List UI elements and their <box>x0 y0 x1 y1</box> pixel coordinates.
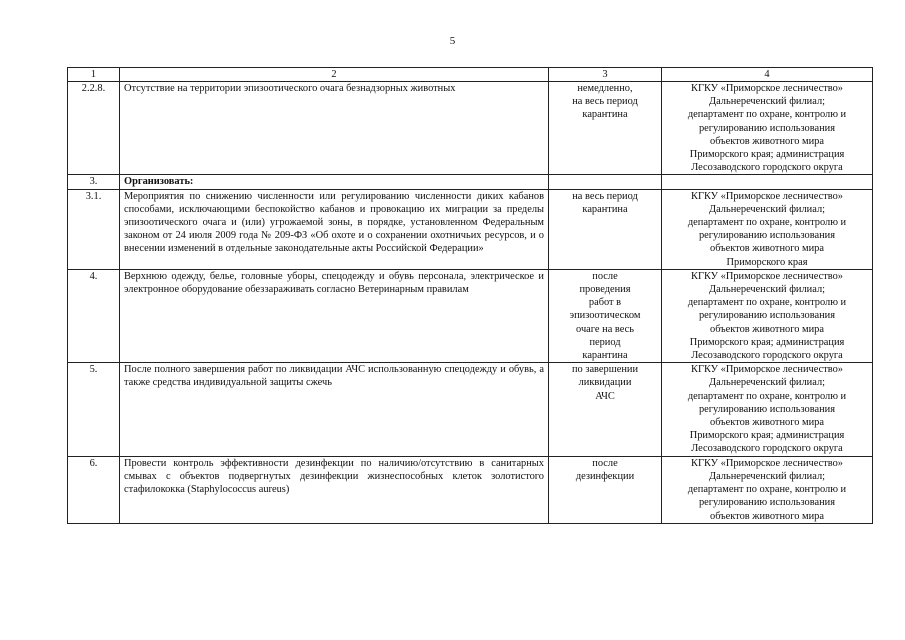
row-number: 3. <box>68 175 120 189</box>
term-line: на весь период <box>572 96 638 108</box>
row-number: 3.1. <box>68 189 120 269</box>
responsible-line: объектов животного мира <box>710 135 824 147</box>
table-row <box>68 456 873 523</box>
responsible-line: Лесозаводского городского округа <box>691 162 843 174</box>
responsible-line: КГКУ «Приморское лесничество» <box>691 83 843 94</box>
row-number: 2.2.8. <box>68 82 120 175</box>
row-responsible <box>662 269 873 362</box>
row-responsible <box>662 189 873 269</box>
term-line: АЧС <box>595 390 615 402</box>
row-measure-text: Мероприятия по снижению численности или регулированию численности диких кабанов способами, исключающими беспокойство кабанов и провокацию их миграции за пределы эпизоотического очага и (или) угрожаемой зоны, в порядке, установленном Федеральным законом от 24 июля 2009 года № 209-ФЗ «Об охоте и о сохранении охотничьих ресурсов, и о внесении изменений в отдельные законодательные акты Российской Федерации» <box>120 189 549 269</box>
column-header: 2 <box>120 68 549 82</box>
row-term <box>549 363 662 456</box>
row-number: 4. <box>68 269 120 362</box>
row-responsible <box>662 363 873 456</box>
responsible-line: департамент по охране, контролю и <box>687 297 847 309</box>
responsible-line: КГКУ «Приморское лесничество» <box>691 457 843 469</box>
row-responsible <box>662 456 873 523</box>
responsible-line: Дальнереченский филиал; <box>708 203 826 215</box>
responsible-line: регулированию использования <box>698 310 836 322</box>
row-number: 5. <box>68 363 120 456</box>
term-line: после <box>592 270 618 282</box>
term-line: работ в <box>588 297 622 309</box>
responsible-line: объектов животного мира <box>710 417 824 429</box>
responsible-line: Лесозаводского городского округа <box>691 350 843 362</box>
responsible-line: КГКУ «Приморское лесничество» <box>691 270 843 282</box>
table-row <box>68 175 873 189</box>
term-line: карантина <box>582 109 628 121</box>
row-responsible <box>662 82 873 175</box>
responsible-line: Лесозаводского городского округа <box>691 443 843 455</box>
responsible-line: объектов животного мира <box>710 510 824 522</box>
term-line: ликвидации <box>578 377 632 389</box>
term-line: по завершении <box>571 364 639 376</box>
row-responsible <box>662 175 873 189</box>
responsible-line: департамент по охране, контролю и <box>687 217 847 229</box>
table-row <box>68 363 873 456</box>
page-number: 5 <box>449 35 456 47</box>
row-term <box>549 456 662 523</box>
responsible-line: Дальнереченский филиал; <box>708 284 826 296</box>
row-measure-text: После полного завершения работ по ликвидации АЧС использованную спецодежду и обувь, а также средства индивидуальной защиты сжечь <box>120 363 549 456</box>
responsible-line: Дальнереченский филиал; <box>708 470 826 482</box>
term-line: карантина <box>582 203 628 215</box>
row-measure-text: Провести контроль эффективности дезинфекции по наличию/отсутствию в санитарных смывах с объектов подвергнутых дезинфекции жизнеспособных клеток золотистого стафилококка (Staphylococcus aureus) <box>120 456 549 523</box>
responsible-line: регулированию использования <box>698 497 836 509</box>
responsible-line: объектов животного мира <box>710 323 824 335</box>
responsible-line: Дальнереченский филиал; <box>708 96 826 108</box>
term-line: после <box>592 457 618 469</box>
term-line: дезинфекции <box>575 470 635 482</box>
responsible-line: Приморского края; администрация <box>689 430 845 442</box>
term-line: проведения <box>579 284 631 296</box>
column-header: 4 <box>662 68 873 82</box>
responsible-line: Приморского края; администрация <box>689 149 845 161</box>
measures-table <box>67 67 873 524</box>
responsible-line: регулированию использования <box>698 122 836 134</box>
responsible-line: объектов животного мира <box>710 243 824 255</box>
term-line: немедленно, <box>577 83 633 94</box>
responsible-line: департамент по охране, контролю и <box>687 390 847 402</box>
row-number: 6. <box>68 456 120 523</box>
term-line: очаге на весь <box>576 323 634 335</box>
row-term <box>549 269 662 362</box>
term-line: эпизоотическом <box>569 310 641 322</box>
row-term <box>549 189 662 269</box>
term-line: на весь период <box>572 190 638 202</box>
term-line: карантина <box>582 350 628 362</box>
row-measure-text: Верхнюю одежду, белье, головные уборы, спецодежду и обувь персонала, электрическое и электронное оборудование обеззараживать согласно Ветеринарным правилам <box>120 269 549 362</box>
responsible-line: КГКУ «Приморское лесничество» <box>691 364 843 376</box>
responsible-line: Приморского края <box>726 256 808 268</box>
row-term <box>549 82 662 175</box>
table-row <box>68 82 873 175</box>
table-row <box>68 269 873 362</box>
responsible-line: Приморского края; администрация <box>689 336 845 348</box>
responsible-line: департамент по охране, контролю и <box>687 484 847 496</box>
responsible-line: регулированию использования <box>698 403 836 415</box>
row-measure-text: Организовать: <box>120 175 549 189</box>
responsible-line: Дальнереченский филиал; <box>708 377 826 389</box>
column-header: 3 <box>549 68 662 82</box>
term-line: период <box>589 336 621 348</box>
responsible-line: КГКУ «Приморское лесничество» <box>691 190 843 202</box>
responsible-line: регулированию использования <box>698 230 836 242</box>
column-header: 1 <box>68 68 120 82</box>
table-row <box>68 189 873 269</box>
row-measure-text: Отсутствие на территории эпизоотического очага безнадзорных животных <box>120 82 549 175</box>
row-term <box>549 175 662 189</box>
table-header-row <box>68 68 873 82</box>
responsible-line: департамент по охране, контролю и <box>687 109 847 121</box>
